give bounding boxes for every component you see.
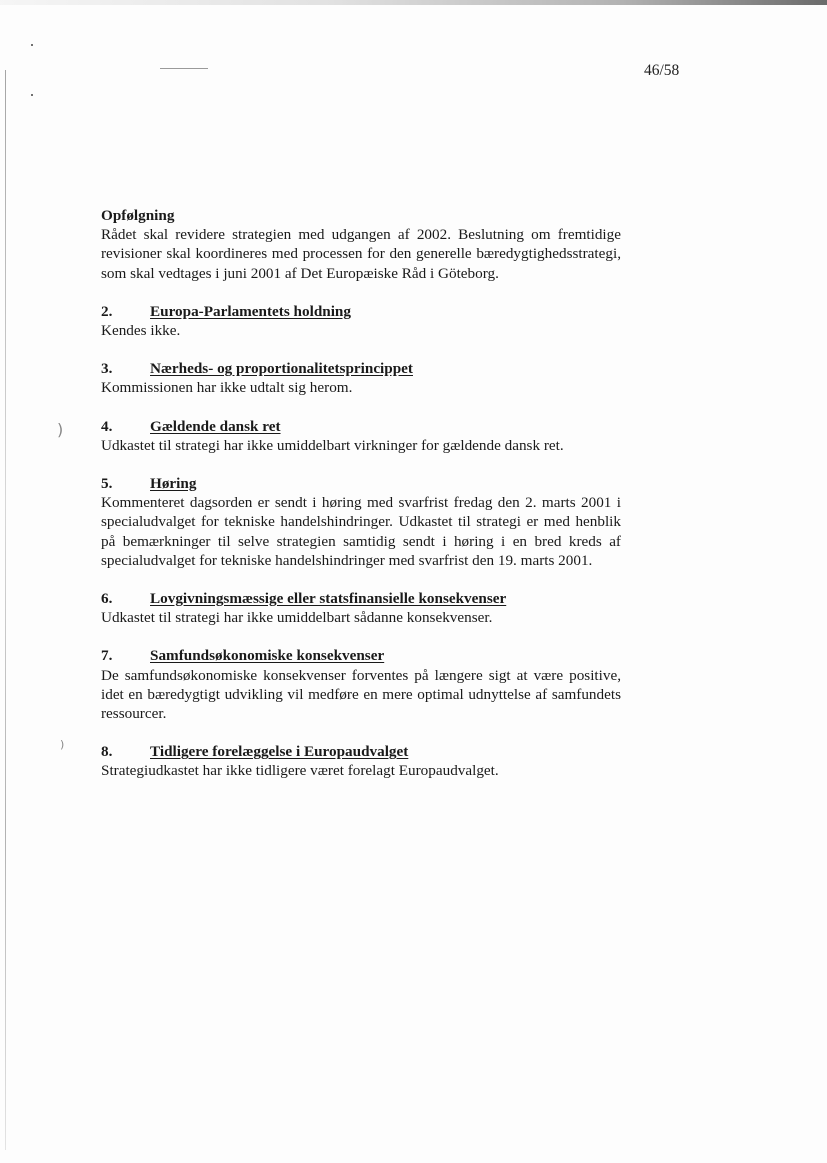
section-3 bbox=[101, 359, 621, 397]
scan-artifact-mark: ) bbox=[57, 420, 64, 439]
section-heading bbox=[101, 359, 621, 378]
section-text: Udkastet til strategi har ikke umiddelbart virkninger for gældende dansk ret. bbox=[101, 436, 564, 454]
scan-left-edge-line bbox=[5, 70, 6, 1150]
section-heading bbox=[101, 646, 621, 665]
section-text: Udkastet til strategi har ikke umiddelbart sådanne konsekvenser. bbox=[101, 609, 493, 627]
section-heading bbox=[101, 589, 621, 608]
followup-block bbox=[101, 206, 621, 283]
section-title: Lovgivningsmæssige eller statsfinansielle konsekvenser bbox=[150, 590, 507, 608]
section-title: Nærheds- og proportionalitetsprincippet bbox=[150, 360, 413, 378]
section-text: Kendes ikke. bbox=[101, 322, 181, 340]
section-title: Europa-Parlamentets holdning bbox=[150, 302, 351, 320]
scan-faint-mark bbox=[160, 68, 208, 69]
section-heading bbox=[101, 742, 621, 761]
section-text: De samfundsøkonomiske konsekvenser forventes på længere sigt at være positive, idet en bæredygtigt udvikling vil medføre en mere optimal udnyttelse af samfundets ressourcer. bbox=[101, 666, 621, 723]
section-text: Kommissionen har ikke udtalt sig herom. bbox=[101, 379, 353, 397]
followup-text: Rådet skal revidere strategien med udgangen af 2002. Beslutning om fremtidige revisioner skal koordineres med processen for den generelle bæredygtighedsstrategi, som skal vedtages i juni 2001 af Det Europæiske Råd i Göteborg. bbox=[101, 226, 621, 282]
section-heading bbox=[101, 302, 621, 321]
section-text: Kommenteret dagsorden er sendt i høring med svarfrist fredag den 2. marts 2001 i specialudvalget for tekniske handelshindringer. Udkastet til strategi er med henblik på bemærkninger til selve strategien samtidig sendt i høring i en bred kreds af specialudvalget for tekniske handelshindringer med svarfrist den 19. marts 2001. bbox=[101, 494, 621, 569]
scan-speck bbox=[31, 44, 33, 46]
scan-speck bbox=[31, 94, 33, 96]
section-number: 2. bbox=[101, 302, 113, 320]
section-title: Tidligere forelæggelse i Europaudvalget bbox=[150, 743, 409, 761]
followup-heading: Opfølgning bbox=[101, 207, 175, 224]
section-4 bbox=[101, 417, 621, 455]
section-8 bbox=[101, 742, 621, 780]
section-title: Høring bbox=[150, 475, 197, 493]
page-number: 46/58 bbox=[644, 62, 680, 79]
section-title: Samfundsøkonomiske konsekvenser bbox=[150, 647, 385, 665]
scan-top-edge bbox=[0, 0, 827, 5]
section-number: 4. bbox=[101, 417, 113, 435]
section-heading bbox=[101, 417, 621, 436]
section-2 bbox=[101, 302, 621, 340]
section-number: 8. bbox=[101, 743, 113, 761]
scan-artifact-mark: ) bbox=[60, 738, 65, 751]
document-body bbox=[101, 206, 621, 781]
section-7 bbox=[101, 646, 621, 723]
section-heading bbox=[101, 474, 621, 493]
section-title: Gældende dansk ret bbox=[150, 417, 281, 435]
section-number: 6. bbox=[101, 590, 113, 608]
section-number: 3. bbox=[101, 360, 113, 378]
section-number: 7. bbox=[101, 647, 113, 665]
section-number: 5. bbox=[101, 475, 113, 493]
section-text: Strategiudkastet har ikke tidligere været forelagt Europaudvalget. bbox=[101, 762, 499, 780]
section-6 bbox=[101, 589, 621, 627]
section-5 bbox=[101, 474, 621, 570]
